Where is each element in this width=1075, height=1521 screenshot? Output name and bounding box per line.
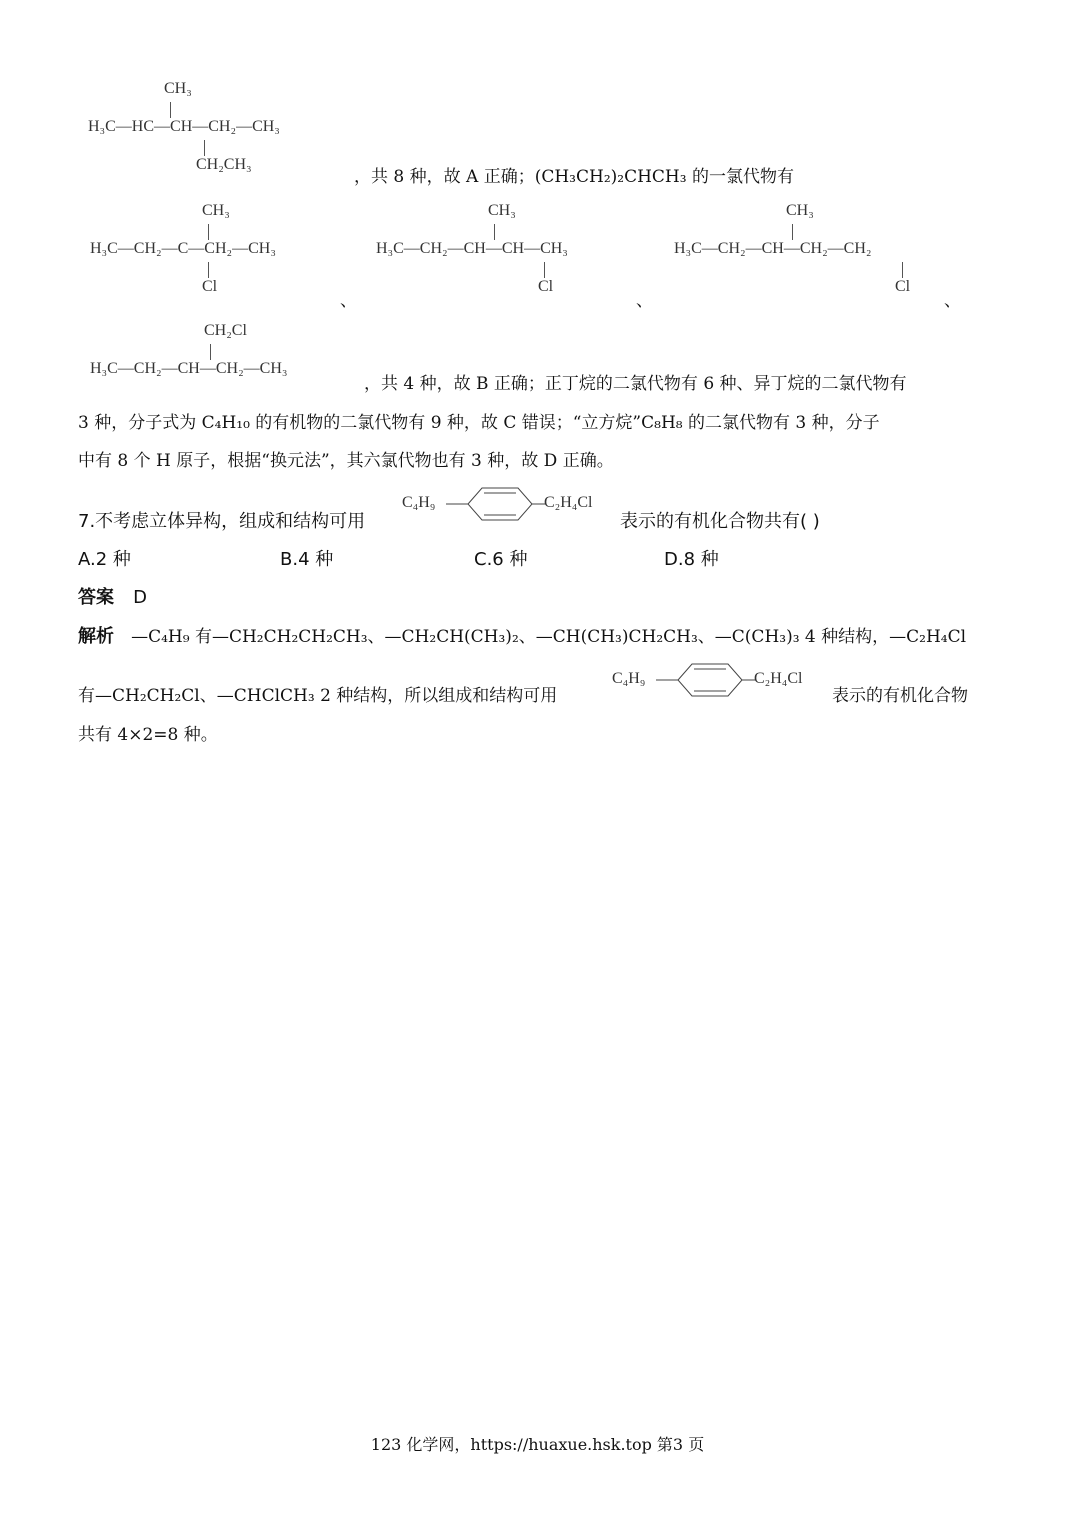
methyl-group: CH₃: [488, 202, 516, 219]
paragraph-line: 3 种，分子式为 C₄H₁₀ 的有机物的二氯代物有 9 种，故 C 错误；“立方烷”C₈H₈ 的二氯代物有 3 种，分子: [78, 413, 880, 433]
methyl-group: CH₃: [202, 202, 230, 219]
structure-chloromethyl: [90, 322, 360, 386]
page-footer: 123 化学网，https://huaxue.hsk.top 第3 页: [370, 1435, 705, 1454]
analysis-line-3: 共有 4×2=8 种。: [78, 725, 218, 745]
benzene-structure: [402, 486, 614, 526]
benzene-ring-icon: [446, 486, 558, 526]
question-7-suffix: 表示的有机化合物共有( ): [620, 511, 820, 532]
main-chain: H₃C—CH₂—CH—CH₂—CH₂: [674, 240, 872, 257]
analysis-text: —C₄H₉ 有—CH₂CH₂CH₂CH₃、—CH₂CH(CH₃)₂、—CH(CH₃)CH₂CH₃、—C(CH₃)₃ 4 种结构，—C₂H₄Cl: [131, 627, 967, 647]
butyl-group: C₄H₉: [612, 670, 646, 687]
main-chain: H₃C—HC—CH—CH₂—CH₃: [88, 118, 280, 135]
methyl-group: CH₃: [164, 80, 192, 97]
butyl-group: C₄H₉: [402, 494, 436, 511]
paragraph-line: 中有 8 个 H 原子，根据“换元法”，其六氯代物也有 3 种，故 D 正确。: [78, 451, 614, 471]
benzene-structure-analysis: [612, 662, 826, 702]
chlorine-atom: Cl: [538, 278, 554, 295]
main-chain: H₃C—CH₂—CH—CH—CH₃: [376, 240, 568, 257]
benzene-ring-icon: [656, 662, 768, 702]
separator: 、: [636, 291, 653, 311]
option-a: A.2 种: [78, 549, 131, 570]
analysis-line-2-suffix: 表示的有机化合物: [832, 686, 968, 706]
separator: 、: [340, 291, 357, 311]
option-c: C.6 种: [474, 549, 528, 570]
chloroethyl-group: C₂H₄Cl: [544, 494, 593, 511]
analysis-line-2-prefix: 有—CH₂CH₂Cl、—CHClCH₃ 2 种结构，所以组成和结构可用: [78, 686, 558, 706]
chlorine-atom: Cl: [895, 278, 911, 295]
main-chain: H₃C—CH₂—C—CH₂—CH₃: [90, 240, 276, 257]
main-chain: H₃C—CH₂—CH—CH₂—CH₃: [90, 360, 288, 377]
structure-chloro-1: [90, 202, 350, 302]
methyl-group: CH₃: [786, 202, 814, 219]
chloroethyl-group: C₂H₄Cl: [754, 670, 803, 687]
analysis-label: 解析: [78, 626, 114, 647]
analysis-line-1: [78, 622, 966, 648]
ethyl-branch: CH₂CH₃: [196, 156, 252, 173]
question-7-prefix: 7.不考虑立体异构，组成和结构可用: [78, 511, 366, 532]
answer-value: D: [133, 587, 147, 608]
chlorine-atom: Cl: [202, 278, 218, 295]
structure-chloro-2: [376, 202, 636, 302]
paragraph-line: ，共 8 种，故 A 正确；(CH₃CH₂)₂CHCH₃ 的一氯代物有: [354, 167, 794, 187]
answer-label: 答案: [78, 587, 114, 608]
chloromethyl-group: CH₂Cl: [204, 322, 247, 339]
structure-chloro-3: [674, 202, 944, 302]
structure-3-methyl-3-ethyl: [88, 80, 348, 180]
option-d: D.8 种: [664, 549, 719, 570]
option-b: B.4 种: [280, 549, 334, 570]
paragraph-line: ，共 4 种，故 B 正确；正丁烷的二氯代物有 6 种、异丁烷的二氯代物有: [364, 374, 907, 394]
answer-line: [78, 583, 147, 609]
separator: 、: [944, 291, 961, 311]
